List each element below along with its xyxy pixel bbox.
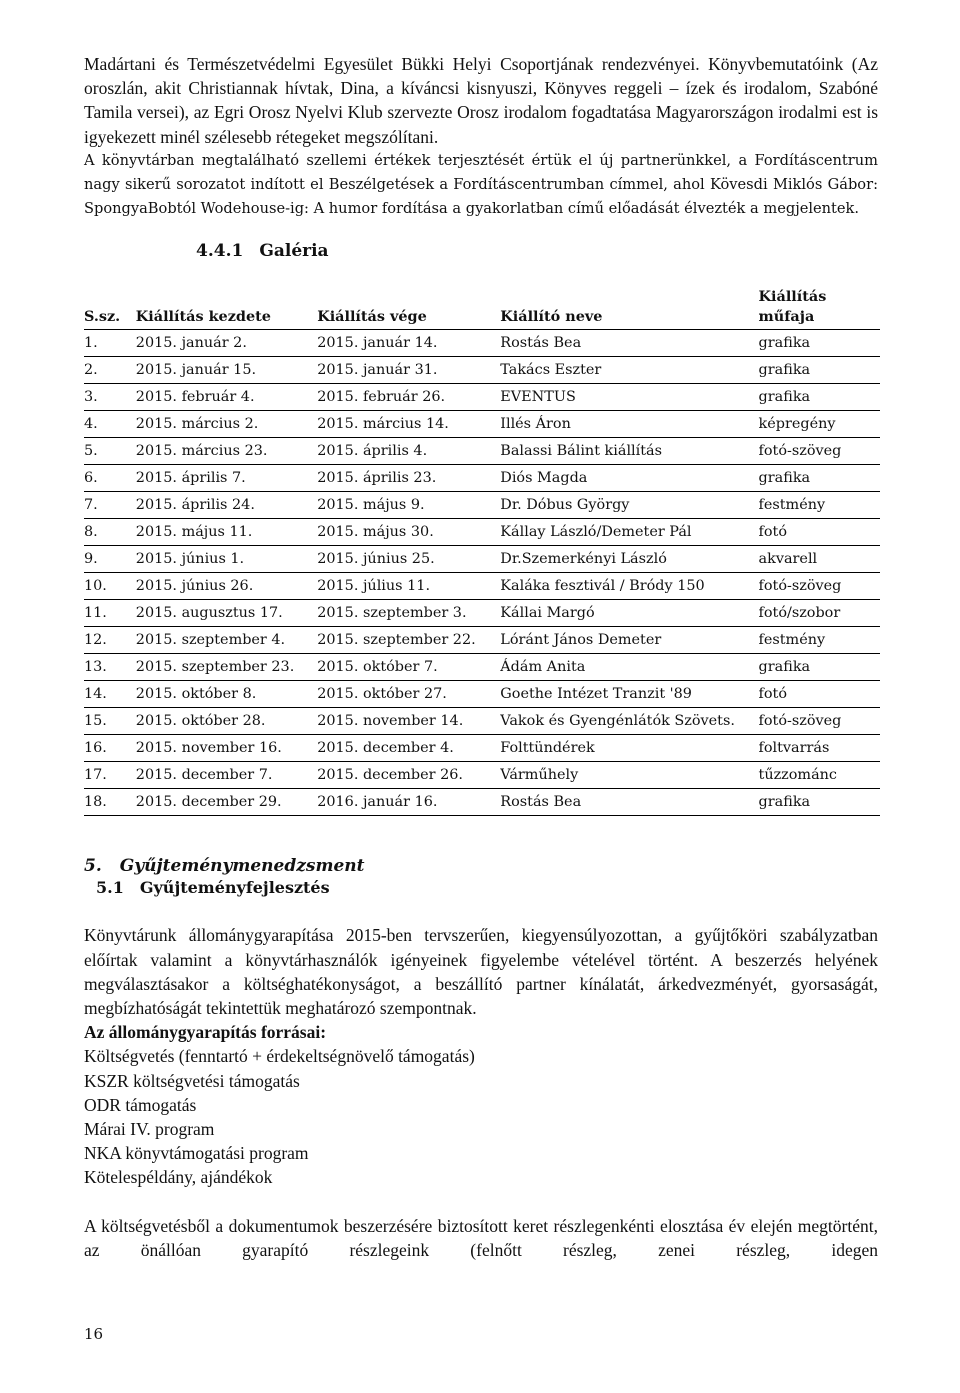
cell-genre: grafika	[759, 789, 880, 816]
list-item: NKA könyvtámogatási program	[84, 1143, 309, 1164]
cell-number: 1.	[84, 330, 136, 357]
table-row	[84, 789, 880, 816]
cell-exhibitor: Balassi Bálint kiállítás	[500, 438, 758, 465]
gallery-heading-number: 4.4.1	[196, 241, 244, 262]
cell-number: 4.	[84, 411, 136, 438]
table-row	[84, 654, 880, 681]
cell-genre: fotó-szöveg	[759, 708, 880, 735]
intro-paragraph-2: A könyvtárban megtalálható szellemi értékek terjesztését értük el új partnerünkkel, a Fordításcentrum nagy sikerű sorozatot indított el Beszélgetések a Fordításcentrumban címmel, ahol Kövesdi Miklós Gábor: SpongyaBobtól Wodehouse-ig: A humor fordítása a gyakorlatban című előadását élvezték a megjelentek.	[84, 151, 878, 218]
list-item: Költségvetés (fenntartó + érdekeltségnövelő támogatás)	[84, 1046, 475, 1067]
table-row	[84, 519, 880, 546]
cell-end: 2015. július 11.	[317, 573, 500, 600]
cell-end: 2015. május 9.	[317, 492, 500, 519]
cell-exhibitor: Dr. Dóbus György	[500, 492, 758, 519]
cell-genre: grafika	[759, 654, 880, 681]
cell-start: 2015. december 29.	[136, 789, 317, 816]
cell-genre: tűzzománc	[759, 762, 880, 789]
cell-genre: képregény	[759, 411, 880, 438]
cell-number: 11.	[84, 600, 136, 627]
cell-number: 12.	[84, 627, 136, 654]
cell-number: 13.	[84, 654, 136, 681]
table-row	[84, 627, 880, 654]
cell-exhibitor: Rostás Bea	[500, 789, 758, 816]
cell-start: 2015. március 2.	[136, 411, 317, 438]
cell-exhibitor: Kállay László/Demeter Pál	[500, 519, 758, 546]
table-row	[84, 438, 880, 465]
closing-paragraph: A költségvetésből a dokumentumok beszerzésére biztosított keret részlegenkénti elosztása év elején megtörtént, az önállóan gyarapító részlegeink (felnőtt részleg, zenei részleg, idegen	[84, 1215, 878, 1260]
table-row	[84, 708, 880, 735]
col-header-start: Kiállítás kezdete	[136, 285, 317, 330]
cell-exhibitor: Diós Magda	[500, 465, 758, 492]
cell-number: 17.	[84, 762, 136, 789]
cell-end: 2015. március 14.	[317, 411, 500, 438]
list-item: KSZR költségvetési támogatás	[84, 1070, 300, 1091]
section-5-number: 5.	[84, 856, 102, 877]
page-number: 16	[84, 1325, 104, 1343]
cell-exhibitor: Goethe Intézet Tranzit '89	[500, 681, 758, 708]
table-row	[84, 681, 880, 708]
cell-start: 2015. január 15.	[136, 357, 317, 384]
cell-end: 2015. február 26.	[317, 384, 500, 411]
cell-end: 2015. január 31.	[317, 357, 500, 384]
cell-end: 2015. január 14.	[317, 330, 500, 357]
cell-exhibitor: Illés Áron	[500, 411, 758, 438]
sources-list	[84, 1044, 878, 1189]
table-row	[84, 735, 880, 762]
table-header-row	[84, 285, 880, 330]
table-row	[84, 600, 880, 627]
cell-end: 2015. április 4.	[317, 438, 500, 465]
cell-genre: foltvarrás	[759, 735, 880, 762]
cell-genre: festmény	[759, 492, 880, 519]
cell-exhibitor: Ádám Anita	[500, 654, 758, 681]
col-header-number: S.sz.	[84, 285, 136, 330]
col-header-end: Kiállítás vége	[317, 285, 500, 330]
cell-number: 10.	[84, 573, 136, 600]
table-row	[84, 492, 880, 519]
gallery-heading	[196, 241, 878, 261]
cell-exhibitor: Folttündérek	[500, 735, 758, 762]
collection-paragraph: Könyvtárunk állománygyarapítása 2015-ben tervszerűen, kiegyensúlyozottan, a gyűjtőköri szabályzatban előírtak valamint a könyvtárhasználók igényeinek figyelembe vételével történt. A beszerzés helyének megválasztásakor a költséghatékonyságot, a beszállító partner kínálatát, árkedvezményét, gyorsaságát, megbízhatóságát tekintettük meghatározó szempontnak.	[84, 925, 878, 1019]
cell-number: 15.	[84, 708, 136, 735]
cell-genre: grafika	[759, 465, 880, 492]
cell-number: 8.	[84, 519, 136, 546]
cell-genre: fotó-szöveg	[759, 573, 880, 600]
col-header-genre: Kiállítás műfaja	[759, 285, 880, 330]
list-item: Kötelespéldány, ajándékok	[84, 1167, 273, 1188]
table-row	[84, 330, 880, 357]
cell-number: 2.	[84, 357, 136, 384]
cell-number: 5.	[84, 438, 136, 465]
table-row	[84, 465, 880, 492]
cell-end: 2015. október 7.	[317, 654, 500, 681]
table-row	[84, 546, 880, 573]
cell-genre: akvarell	[759, 546, 880, 573]
cell-exhibitor: Takács Eszter	[500, 357, 758, 384]
cell-end: 2015. szeptember 22.	[317, 627, 500, 654]
cell-end: 2015. április 23.	[317, 465, 500, 492]
cell-start: 2015. augusztus 17.	[136, 600, 317, 627]
table-row	[84, 384, 880, 411]
cell-number: 6.	[84, 465, 136, 492]
col-header-exhibitor: Kiállító neve	[500, 285, 758, 330]
cell-exhibitor: Kállai Margó	[500, 600, 758, 627]
cell-exhibitor: Várműhely	[500, 762, 758, 789]
list-item: Márai IV. program	[84, 1119, 215, 1140]
cell-genre: festmény	[759, 627, 880, 654]
cell-start: 2015. április 7.	[136, 465, 317, 492]
cell-exhibitor: Vakok és Gyengénlátók Szövets.	[500, 708, 758, 735]
cell-start: 2015. október 28.	[136, 708, 317, 735]
cell-exhibitor: Kaláka fesztivál / Bródy 150	[500, 573, 758, 600]
gallery-table-body	[84, 330, 880, 816]
section-5-1-heading	[96, 878, 878, 897]
cell-exhibitor: Lóránt János Demeter	[500, 627, 758, 654]
cell-genre: fotó-szöveg	[759, 438, 880, 465]
cell-number: 14.	[84, 681, 136, 708]
gallery-heading-title: Galéria	[259, 241, 329, 262]
cell-genre: grafika	[759, 330, 880, 357]
cell-start: 2015. június 1.	[136, 546, 317, 573]
cell-end: 2015. szeptember 3.	[317, 600, 500, 627]
cell-start: 2015. szeptember 4.	[136, 627, 317, 654]
cell-number: 9.	[84, 546, 136, 573]
table-row	[84, 411, 880, 438]
cell-end: 2015. május 30.	[317, 519, 500, 546]
cell-start: 2015. június 26.	[136, 573, 317, 600]
cell-end: 2015. november 14.	[317, 708, 500, 735]
sources-title: Az állománygyarapítás forrásai:	[84, 1022, 327, 1043]
cell-end: 2015. október 27.	[317, 681, 500, 708]
cell-start: 2015. február 4.	[136, 384, 317, 411]
cell-number: 16.	[84, 735, 136, 762]
cell-start: 2015. november 16.	[136, 735, 317, 762]
document-page	[84, 52, 878, 1262]
list-item: ODR támogatás	[84, 1094, 197, 1115]
section-5-1-title: Gyűjteményfejlesztés	[139, 878, 330, 898]
cell-genre: fotó	[759, 519, 880, 546]
cell-exhibitor: Dr.Szemerkényi László	[500, 546, 758, 573]
cell-start: 2015. január 2.	[136, 330, 317, 357]
cell-start: 2015. október 8.	[136, 681, 317, 708]
gallery-table	[84, 285, 880, 816]
cell-start: 2015. május 11.	[136, 519, 317, 546]
cell-end: 2016. január 16.	[317, 789, 500, 816]
section-5-1-number: 5.1	[96, 878, 124, 898]
table-row	[84, 762, 880, 789]
cell-genre: fotó/szobor	[759, 600, 880, 627]
table-row	[84, 357, 880, 384]
cell-end: 2015. december 4.	[317, 735, 500, 762]
section-5-title: Gyűjteménymenedzsment	[119, 856, 365, 877]
cell-start: 2015. december 7.	[136, 762, 317, 789]
cell-end: 2015. december 26.	[317, 762, 500, 789]
cell-end: 2015. június 25.	[317, 546, 500, 573]
section-5-heading	[84, 856, 878, 876]
cell-start: 2015. szeptember 23.	[136, 654, 317, 681]
cell-genre: grafika	[759, 357, 880, 384]
cell-start: 2015. március 23.	[136, 438, 317, 465]
table-row	[84, 573, 880, 600]
cell-number: 7.	[84, 492, 136, 519]
intro-paragraph-1: Madártani és Természetvédelmi Egyesület Bükki Helyi Csoportjának rendezvényei. Könyvbemutatóink (Az oroszlán, akit Christiannak hívtak, Dina, a kíváncsi kisnyuszi, Könyves reggeli – ízek és irodalom, Szabóné Tamila versei), az Egri Orosz Nyelvi Klub szervezte Orosz irodalom fogadtatása Magyarországon irodalmi est is igyekezett minél szélesebb rétegeket megszólítani.	[84, 54, 878, 147]
cell-number: 3.	[84, 384, 136, 411]
cell-start: 2015. április 24.	[136, 492, 317, 519]
cell-genre: fotó	[759, 681, 880, 708]
cell-exhibitor: EVENTUS	[500, 384, 758, 411]
cell-exhibitor: Rostás Bea	[500, 330, 758, 357]
cell-genre: grafika	[759, 384, 880, 411]
cell-number: 18.	[84, 789, 136, 816]
